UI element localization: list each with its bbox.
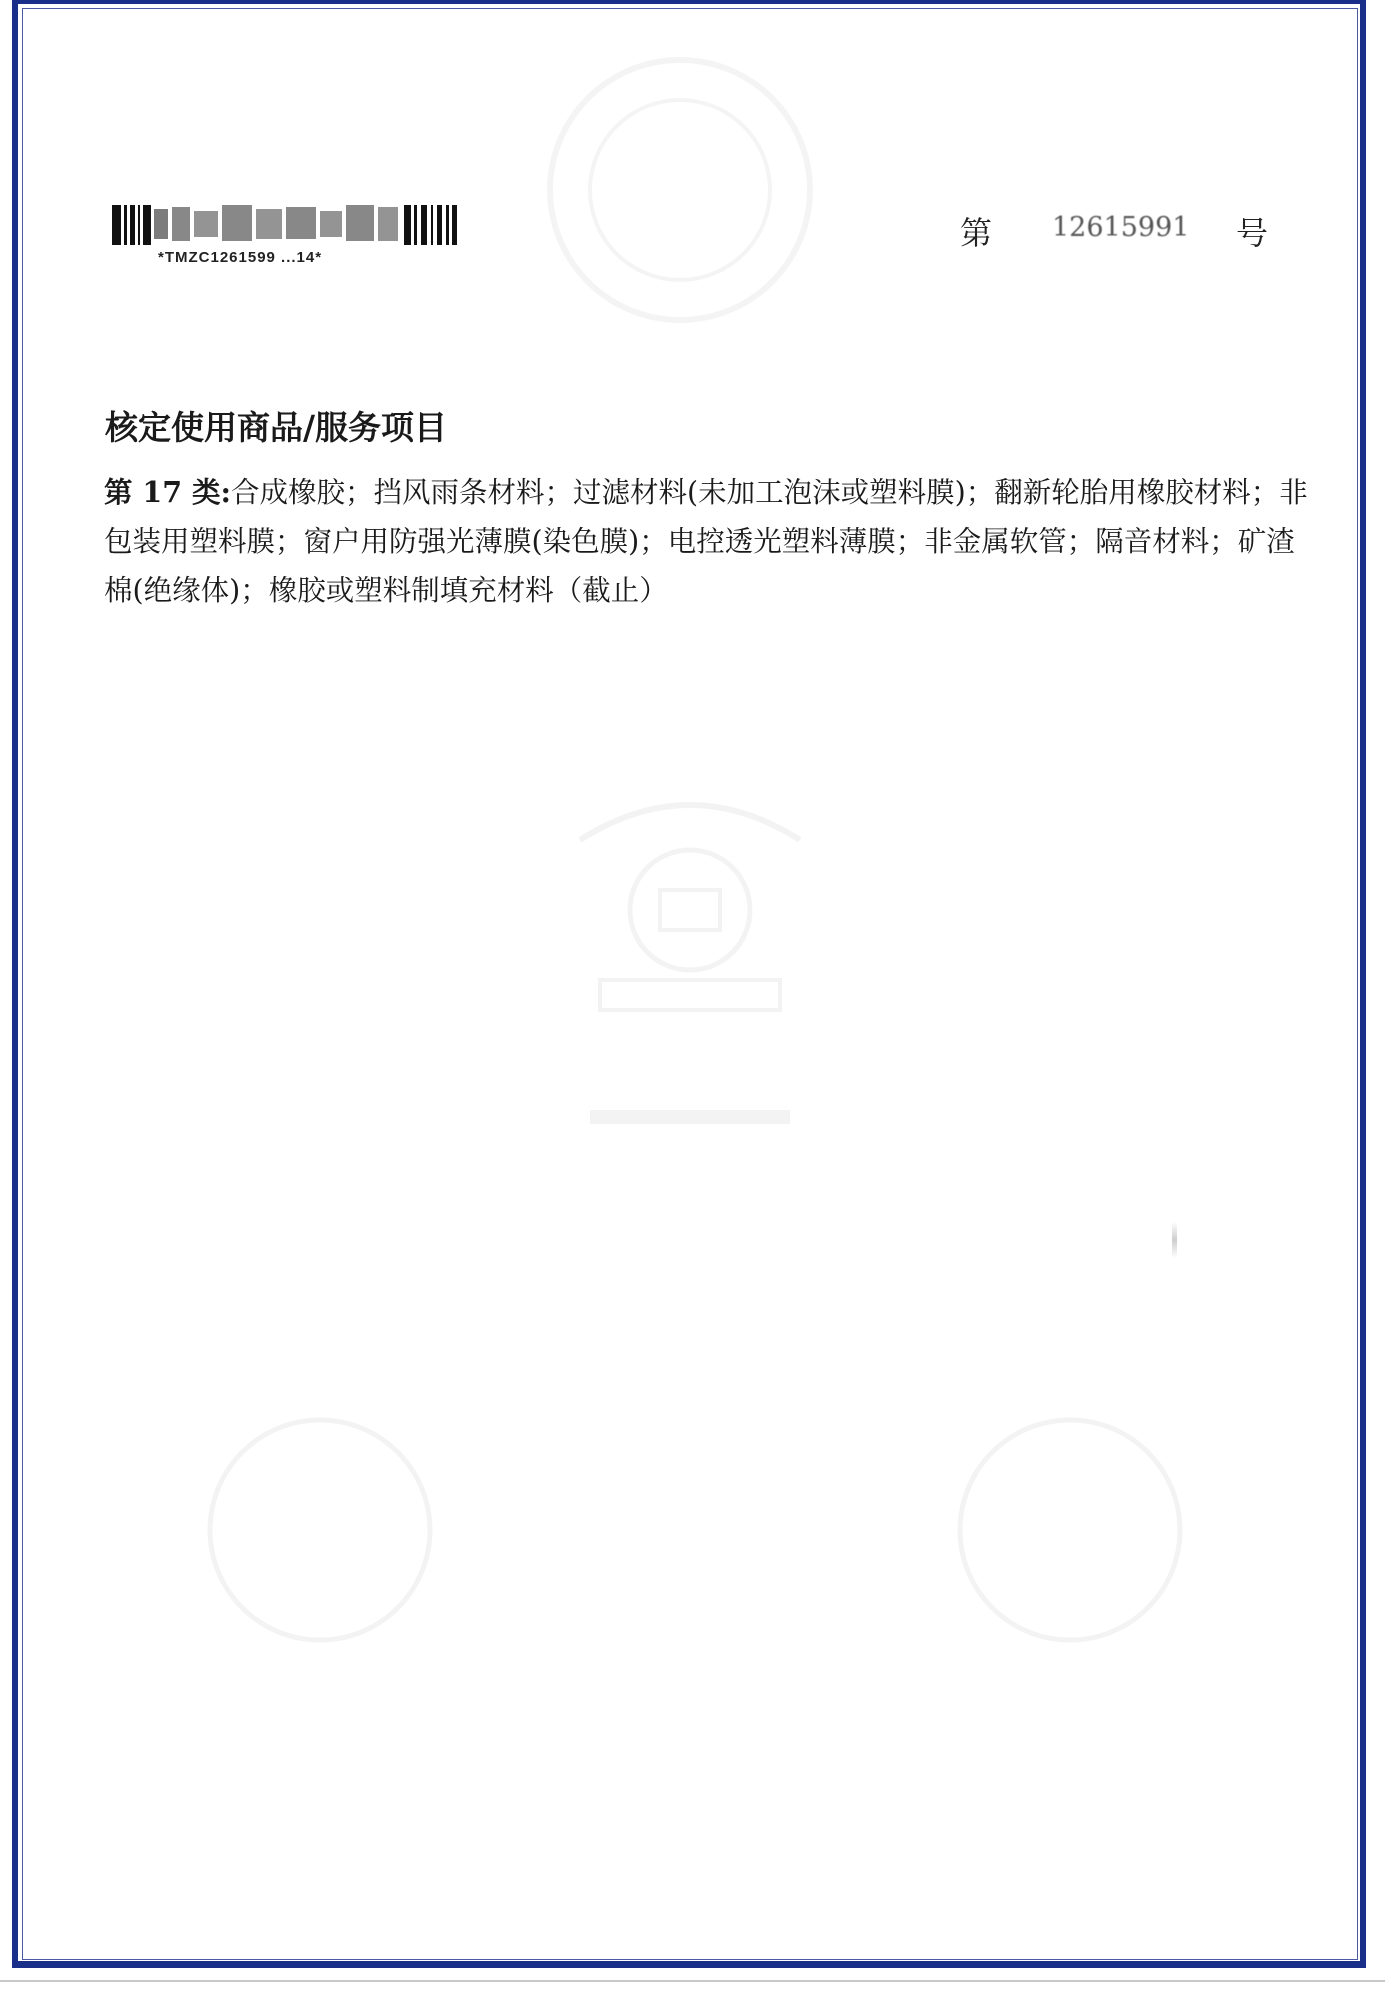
section-title: 核定使用商品/服务项目 [105, 408, 448, 447]
goods-items: 合成橡胶；挡风雨条材料；过滤材料(未加工泡沫或塑料膜)；翻新轮胎用橡胶材料；非包装用塑料膜；窗户用防强光薄膜(染色膜)；电控透光塑料薄膜；非金属软管；隔音材料；矿渣棉(绝缘体)；橡胶或塑料制填充材料（截止） [104, 476, 1308, 607]
barcode-graphic [112, 205, 457, 245]
barcode [112, 205, 457, 266]
registration-number-value: 12615991 [1052, 212, 1190, 243]
inner-border [22, 8, 1358, 1960]
registration-prefix: 第 [960, 214, 993, 252]
barcode-caption: *TMZC1261599 ...14* [158, 249, 323, 266]
registration-suffix: 号 [1236, 214, 1269, 252]
scan-edge-line [0, 1980, 1385, 1982]
scan-smudge [1172, 1222, 1177, 1258]
goods-class-label: 第 17 类: [104, 475, 232, 509]
registration-number [960, 208, 1280, 252]
goods-list [104, 468, 1314, 615]
